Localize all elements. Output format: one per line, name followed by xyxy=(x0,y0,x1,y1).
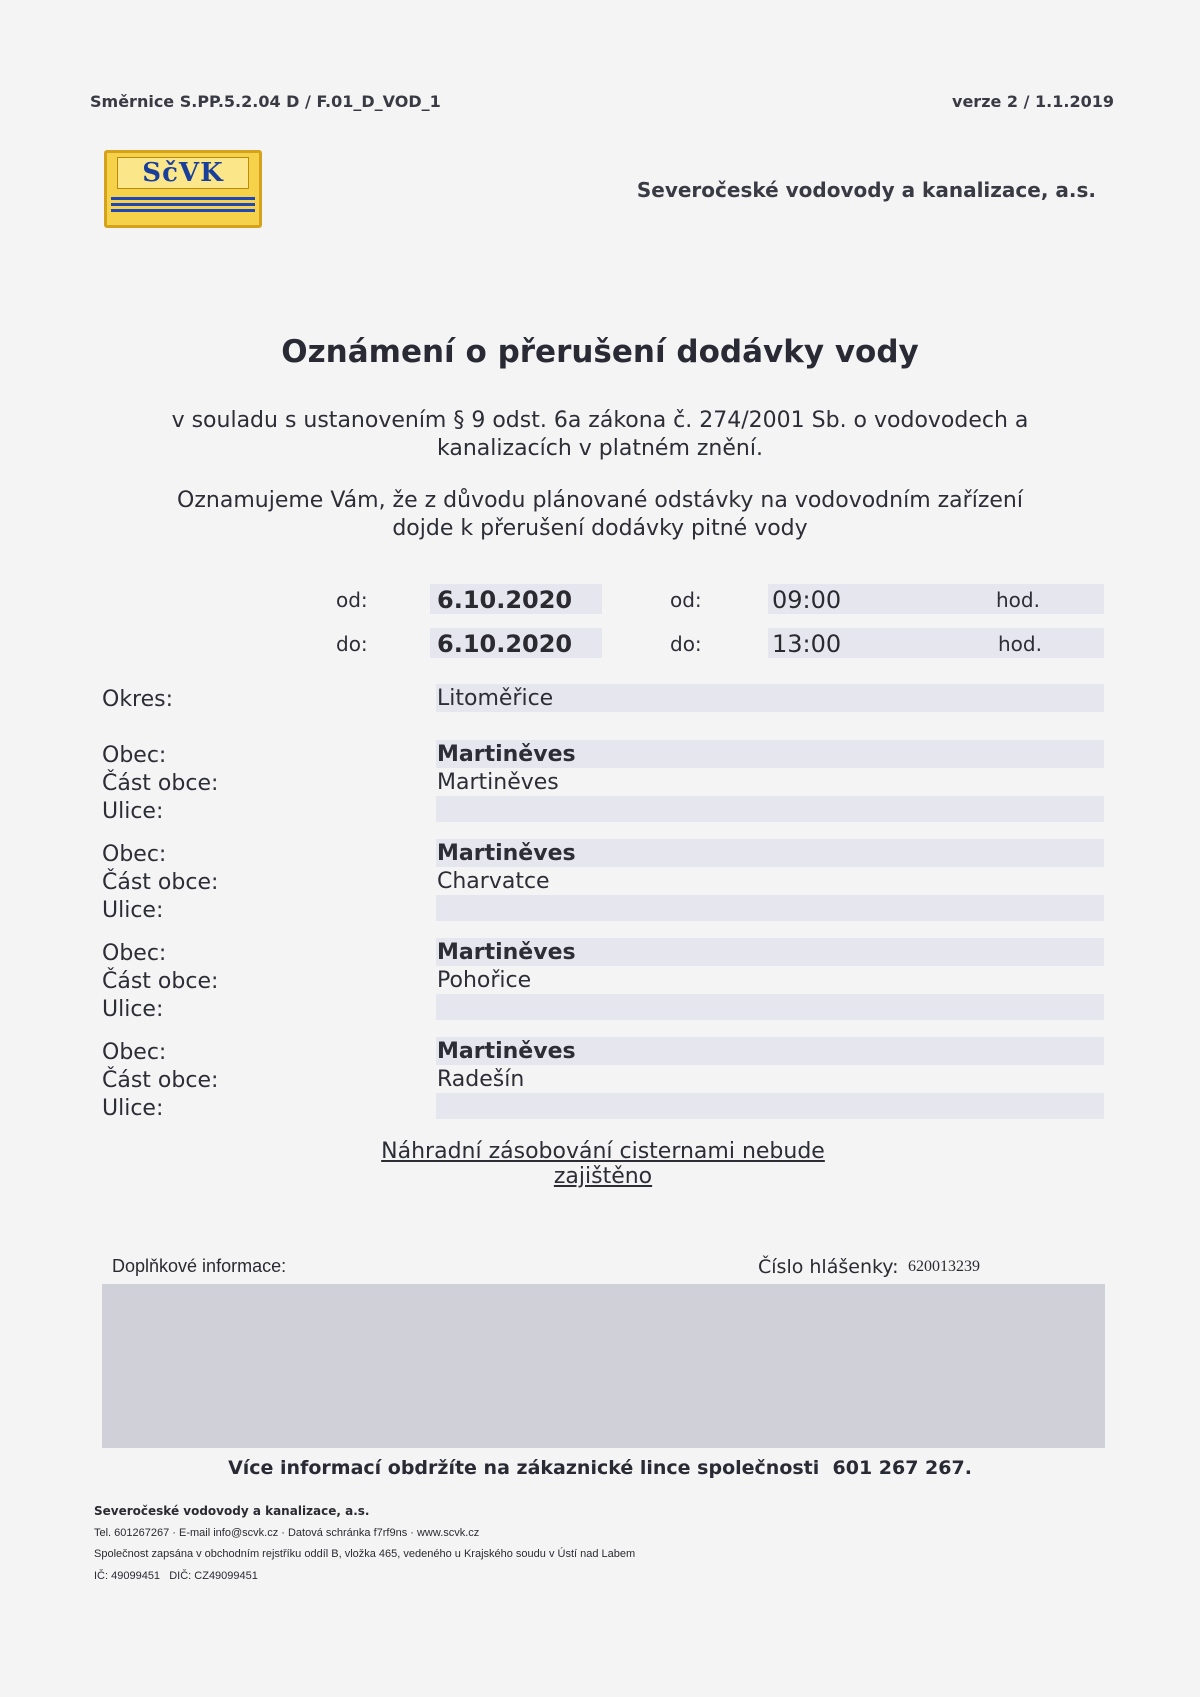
cast-obce-label: Část obce: xyxy=(102,771,219,796)
cast-obce-value: Radešín xyxy=(437,1067,525,1092)
obec-label: Obec: xyxy=(102,941,167,966)
scvk-logo xyxy=(104,150,262,228)
ulice-field xyxy=(436,994,1104,1020)
ulice-label: Ulice: xyxy=(102,1096,164,1121)
notice-line-1: Oznamujeme Vám, že z důvodu plánované odstávky na vodovodním zařízení xyxy=(177,488,1023,513)
additional-info-box xyxy=(102,1284,1105,1448)
date-to-label: do: xyxy=(336,632,368,656)
ulice-label: Ulice: xyxy=(102,898,164,923)
cast-obce-value: Pohořice xyxy=(437,968,532,993)
obec-label: Obec: xyxy=(102,842,167,867)
ulice-label: Ulice: xyxy=(102,799,164,824)
law-reference-line-2: kanalizacích v platném znění. xyxy=(437,436,763,461)
date-to-value: 6.10.2020 xyxy=(437,630,573,658)
footer-contacts: Tel. 601267267 · E-mail info@scvk.cz · Datová schránka f7rf9ns · www.scvk.cz xyxy=(94,1527,480,1539)
date-from-value: 6.10.2020 xyxy=(437,586,573,614)
report-number-value: 620013239 xyxy=(908,1258,980,1275)
time-to-value: 13:00 xyxy=(772,630,842,658)
obec-label: Obec: xyxy=(102,1040,167,1065)
obec-label: Obec: xyxy=(102,743,167,768)
footer-registry: Společnost zapsána v obchodním rejstříku oddíl B, vložka 465, vedeného u Krajského soudu v Ústí nad Labem xyxy=(94,1548,636,1560)
ulice-field xyxy=(436,1093,1104,1119)
time-from-label: od: xyxy=(670,588,702,612)
obec-value: Martiněves xyxy=(437,1039,576,1064)
time-to-label: do: xyxy=(670,632,702,656)
logo-stripes xyxy=(111,197,255,219)
cast-obce-value: Martiněves xyxy=(437,770,559,795)
cast-obce-label: Část obce: xyxy=(102,870,219,895)
page-title: Oznámení o přerušení dodávky vody xyxy=(281,334,919,370)
cast-obce-label: Část obce: xyxy=(102,969,219,994)
footer-company: Severočeské vodovody a kanalizace, a.s. xyxy=(94,1504,370,1518)
hours-unit-to: hod. xyxy=(998,632,1042,656)
notice-line-2: dojde k přerušení dodávky pitné vody xyxy=(392,516,808,541)
cast-obce-label: Část obce: xyxy=(102,1068,219,1093)
obec-value: Martiněves xyxy=(437,742,576,767)
time-from-value: 09:00 xyxy=(772,586,842,614)
cast-obce-value: Charvatce xyxy=(437,869,550,894)
hotline-info: Více informací obdržíte na zákaznické lince společnosti 601 267 267. xyxy=(228,1457,972,1479)
logo-text: SčVK xyxy=(117,157,249,189)
version-label: verze 2 / 1.1.2019 xyxy=(952,92,1114,111)
hours-unit-from: hod. xyxy=(996,588,1040,612)
date-from-label: od: xyxy=(336,588,368,612)
replacement-supply-note: Náhradní zásobování cisternami nebude zajištěno xyxy=(381,1139,825,1189)
footer-ids: IČ: 49099451 DIČ: CZ49099451 xyxy=(94,1570,258,1582)
obec-value: Martiněves xyxy=(437,940,576,965)
law-reference-line-1: v souladu s ustanovením § 9 odst. 6a zákona č. 274/2001 Sb. o vodovodech a xyxy=(171,408,1029,433)
directive-code: Směrnice S.PP.5.2.04 D / F.01_D_VOD_1 xyxy=(90,92,441,111)
district-value: Litoměřice xyxy=(437,686,554,711)
additional-info-label: Doplňkové informace: xyxy=(112,1256,287,1276)
ulice-label: Ulice: xyxy=(102,997,164,1022)
obec-value: Martiněves xyxy=(437,841,576,866)
ulice-field xyxy=(436,796,1104,822)
ulice-field xyxy=(436,895,1104,921)
company-name: Severočeské vodovody a kanalizace, a.s. xyxy=(636,178,1096,202)
district-label: Okres: xyxy=(102,687,174,712)
report-number-label: Číslo hlášenky: xyxy=(758,1256,899,1278)
